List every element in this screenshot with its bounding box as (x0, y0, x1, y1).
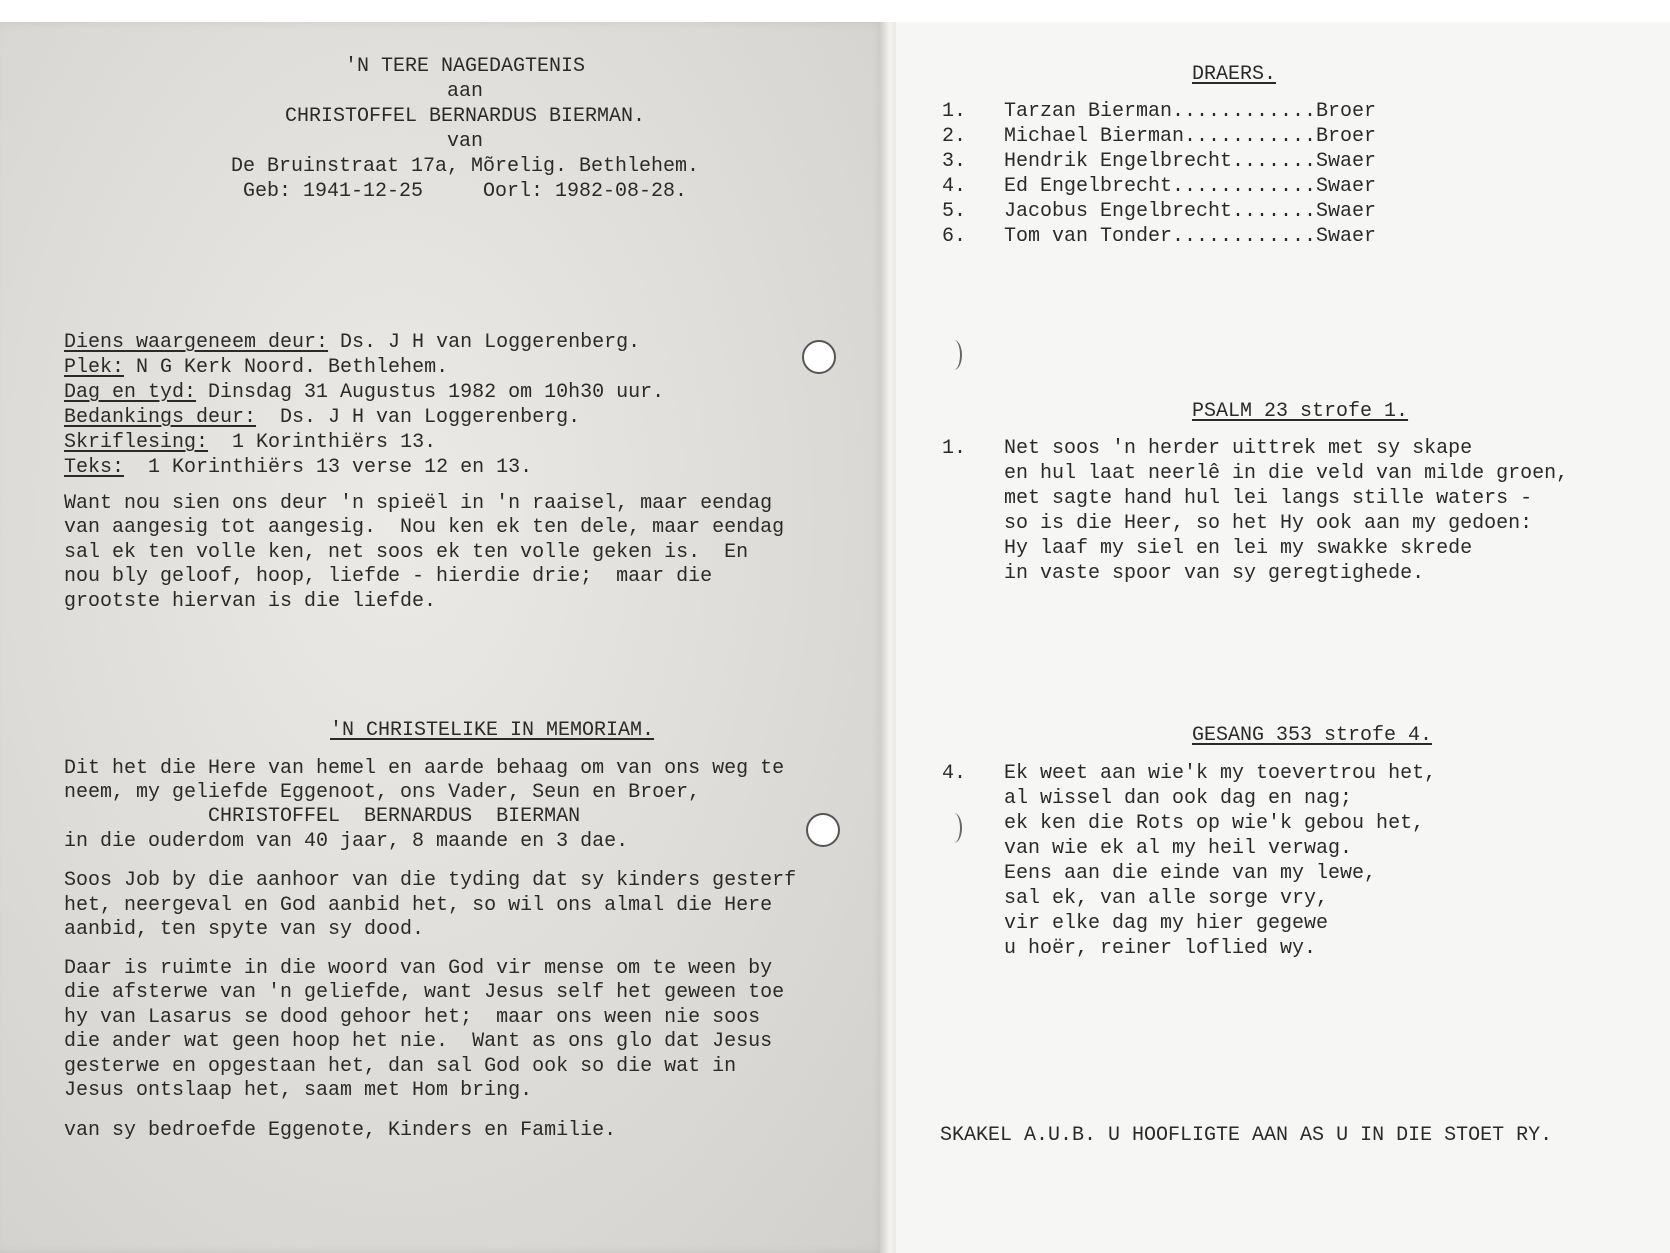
service-value: 1 Korinthiërs 13 verse 12 en 13. (124, 456, 533, 479)
item-number: 2. (942, 125, 967, 148)
item-text: Tom van Tonder............Swaer (1004, 225, 1377, 248)
header-line: 'N TERE NAGEDAGTENIS (344, 55, 586, 78)
item-number: 5. (942, 200, 967, 223)
service-row (64, 330, 640, 355)
verse-line: en hul laat neerlê in die veld van milde groen, (1004, 462, 1569, 485)
dates-line: Geb: 1941-12-25 Oorl: 1982-08-28. (242, 180, 688, 203)
service-label: Bedankings deur: (64, 406, 257, 429)
list-item (942, 199, 1376, 224)
service-row (64, 355, 448, 380)
text-line: sal ek ten volle ken, net soos ek ten volle geken is. En (64, 541, 749, 564)
text-line: Want nou sien ons deur 'n spieël in 'n raaisel, maar eendag (64, 492, 773, 515)
text-line: Daar is ruimte in die woord van God vir mense om te ween by (64, 957, 773, 980)
text-line: die afsterwe van 'n geliefde, want Jesus self het geween toe (64, 981, 785, 1004)
gesang-title: GESANG 353 strofe 4. (1192, 724, 1433, 747)
text-line: het, neergeval en God aanbid het, so wil ons almal die Here (64, 894, 773, 917)
item-text: Hendrik Engelbrecht.......Swaer (1004, 150, 1377, 173)
service-label: Plek: (64, 356, 125, 379)
punch-hole (806, 813, 840, 847)
service-row (64, 430, 436, 455)
verse-line: al wissel dan ook dag en nag; (1004, 787, 1353, 810)
text-line: Jesus ontslaap het, saam met Hom bring. (64, 1079, 533, 1102)
service-value: Ds. J H van Loggerenberg. (328, 331, 641, 354)
memoriam-title: 'N CHRISTELIKE IN MEMORIAM. (330, 719, 655, 742)
punch-hole-shadow (946, 340, 962, 370)
service-label: Skriflesing: (64, 431, 209, 454)
service-value: 1 Korinthiërs 13. (208, 431, 437, 454)
header-line: van (446, 130, 483, 153)
verse-line: u hoër, reiner loflied wy. (1004, 937, 1317, 960)
verse-line: met sagte hand hul lei langs stille waters - (1004, 487, 1533, 510)
deceased-name: CHRISTOFFEL BERNARDUS BIERMAN. (284, 105, 646, 128)
service-row (64, 405, 580, 430)
psalm-title: PSALM 23 strofe 1. (1192, 400, 1409, 423)
service-value: Ds. J H van Loggerenberg. (256, 406, 581, 429)
item-number: 4. (942, 175, 967, 198)
item-text: Michael Bierman...........Broer (1004, 125, 1377, 148)
item-text: Ed Engelbrecht............Swaer (1004, 175, 1377, 198)
verse-line: ek ken die Rots op wie'k gebou het, (1004, 812, 1425, 835)
text-line: neem, my geliefde Eggenoot, ons Vader, Seun en Broer, (64, 781, 701, 804)
service-row (64, 380, 664, 405)
item-number: 1. (942, 100, 967, 123)
text-line: nou bly geloof, hoop, liefde - hierdie drie; maar die (64, 565, 713, 588)
service-label: Teks: (64, 456, 125, 479)
text-line: gesterwe en opgestaan het, dan sal God ook so die wat in (64, 1055, 737, 1078)
service-label: Dag en tyd: (64, 381, 197, 404)
memoriam-signature: van sy bedroefde Eggenote, Kinders en Familie. (64, 1119, 617, 1142)
service-label: Diens waargeneem deur: (64, 331, 329, 354)
text-line: van aangesig tot aangesig. Nou ken ek ten dele, maar eendag (64, 516, 785, 539)
text-line: Dit het die Here van hemel en aarde behaag om van ons weg te (64, 757, 785, 780)
list-item (942, 149, 1376, 174)
verse-line: Ek weet aan wie'k my toevertrou het, (1004, 762, 1437, 785)
service-row (64, 455, 532, 480)
header-line: aan (446, 80, 483, 103)
verse-line: vir elke dag my hier gegewe (1004, 912, 1329, 935)
text-line: hy van Lasarus se dood gehoor het; maar ons ween nie soos (64, 1006, 761, 1029)
verse-line: so is die Heer, so het Hy ook aan my gedoen: (1004, 512, 1533, 535)
verse-line: sal ek, van alle sorge vry, (1004, 887, 1329, 910)
service-value: N G Kerk Noord. Bethlehem. (124, 356, 449, 379)
text-line: CHRISTOFFEL BERNARDUS BIERMAN (64, 805, 581, 828)
verse-number: 1. (942, 437, 967, 460)
text-line: Soos Job by die aanhoor van die tyding dat sy kinders gesterf (64, 869, 797, 892)
text-line: in die ouderdom van 40 jaar, 8 maande en 3 dae. (64, 830, 629, 853)
item-text: Jacobus Engelbrecht.......Swaer (1004, 200, 1377, 223)
verse-line: in vaste spoor van sy geregtighede. (1004, 562, 1425, 585)
punch-hole-shadow (946, 813, 962, 843)
list-item (942, 224, 1376, 249)
page-fold (880, 22, 896, 1253)
verse-line: Hy laaf my siel en lei my swakke skrede (1004, 537, 1473, 560)
verse-line: Eens aan die einde van my lewe, (1004, 862, 1377, 885)
verse-number: 4. (942, 762, 967, 785)
verse-line: van wie ek al my heil verwag. (1004, 837, 1353, 860)
headlights-notice: SKAKEL A.U.B. U HOOFLIGTE AAN AS U IN DIE STOET RY. (940, 1124, 1553, 1147)
address-line: De Bruinstraat 17a, Mõrelig. Bethlehem. (230, 155, 700, 178)
text-line: aanbid, ten spyte van sy dood. (64, 918, 425, 941)
service-value: Dinsdag 31 Augustus 1982 om 10h30 uur. (196, 381, 665, 404)
draers-title: DRAERS. (1192, 63, 1277, 86)
item-text: Tarzan Bierman............Broer (1004, 100, 1377, 123)
verse-line: Net soos 'n herder uittrek met sy skape (1004, 437, 1473, 460)
text-line: die ander wat geen hoop het nie. Want as ons glo dat Jesus (64, 1030, 773, 1053)
list-item (942, 124, 1376, 149)
item-number: 6. (942, 225, 967, 248)
punch-hole (802, 340, 836, 374)
list-item (942, 174, 1376, 199)
text-line: grootste hiervan is die liefde. (64, 590, 437, 613)
list-item (942, 99, 1376, 124)
item-number: 3. (942, 150, 967, 173)
